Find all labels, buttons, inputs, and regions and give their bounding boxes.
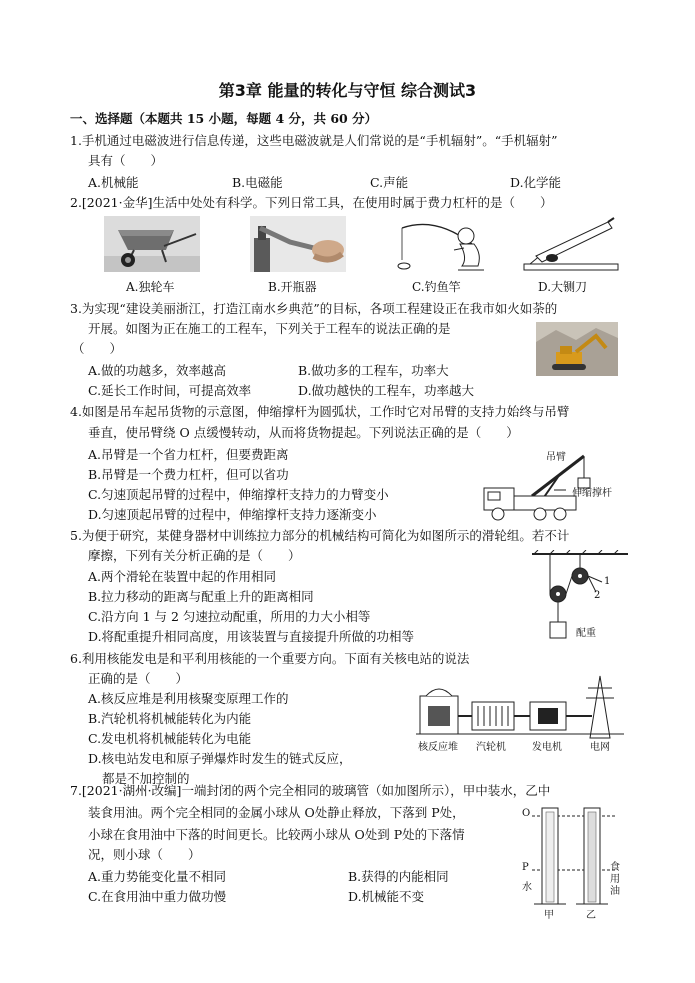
q1-option-d: D.化学能: [510, 175, 562, 190]
q6-option-d2: 都是不加控制的: [102, 771, 190, 786]
q6-stem-line2: 正确的是（ ）: [88, 671, 189, 686]
paper-cutter-picture: [522, 214, 622, 274]
q6-stem-line1: 6.利用核能发电是和平利用核能的一个重要方向。下面有关核电站的说法: [70, 651, 470, 666]
section-heading: 一、选择题（本题共 15 小题，每题 4 分，共 60 分）: [70, 111, 378, 126]
q2-stem: 2.[2021·金华]生活中处处有科学。下列日常工具，在使用时属于费力杠杆的是（ ）: [70, 195, 553, 210]
q3-option-b: B.做功多的工程车，功率大: [298, 363, 449, 378]
q4-option-d: D.匀速顶起吊臂的过程中，伸缩撑杆支持力逐渐变小: [88, 507, 377, 522]
q3-option-d: D.做功越快的工程车，功率越大: [298, 383, 475, 398]
q3-stem-line2: 开展。如图为正在施工的工程车，下列关于工程车的说法正确的是: [88, 321, 451, 336]
q6-option-c: C.发电机将机械能转化为电能: [88, 731, 252, 746]
wheelbarrow-picture: [104, 216, 200, 272]
q5-option-c: C.沿方向 1 与 2 匀速拉动配重，所用的力大小相等: [88, 609, 371, 624]
tube-point-O: O: [522, 808, 531, 819]
q7-option-c: C.在食用油中重力做功慢: [88, 889, 227, 904]
power-plant-picture: [414, 672, 628, 752]
q1-option-a: A.机械能: [88, 175, 139, 190]
q6-option-d1: D.核电站发电和原子弹爆炸时发生的链式反应，: [88, 751, 352, 766]
pulley-direction-2: 2: [594, 590, 601, 601]
page-title: 第3章 能量的转化与守恒 综合测试3: [218, 81, 477, 100]
glass-tubes-picture: [520, 804, 630, 920]
q3-option-c: C.延长工作时间，可提高效率: [88, 383, 252, 398]
q5-stem-line2: 摩擦，下列有关分析正确的是（ ）: [88, 548, 301, 563]
tube-water-label: 水: [522, 882, 532, 893]
q4-option-b: B.吊臂是一个费力杠杆，但可以省功: [88, 467, 289, 482]
pulley-direction-1: 1: [604, 576, 611, 587]
tube-yi-label: 乙: [586, 910, 596, 921]
q7-stem-line4: 况，则小球（ ）: [88, 847, 201, 862]
q4-stem-line2: 垂直，使吊臂绕 O 点缓慢转动，从而将货物提起。下列说法正确的是（ ）: [88, 425, 519, 440]
q1-option-b: B.电磁能: [232, 175, 283, 190]
q7-stem-line3: 小球在食用油中下落的时间更长。比较两小球从 O处到 P处的下落情: [88, 827, 465, 842]
q4-option-c: C.匀速顶起吊臂的过程中，伸缩撑杆支持力的力臂变小: [88, 487, 389, 502]
q7-option-d: D.机械能不变: [348, 889, 425, 904]
power-plant-turbine-label: 汽轮机: [476, 742, 506, 753]
tube-oil-label: 食用油: [610, 862, 620, 897]
power-plant-grid-label: 电网: [590, 742, 610, 753]
q6-option-a: A.核反应堆是利用核聚变原理工作的: [88, 691, 289, 706]
crane-strut-label: 伸缩撑杆: [572, 488, 612, 499]
q2-option-c: C.钓鱼竿: [412, 280, 461, 294]
q5-option-b: B.拉力移动的距离与配重上升的距离相同: [88, 589, 314, 604]
q7-stem-line1: 7.[2021·湖州·改编]一端封闭的两个完全相同的玻璃管（如加图所示），甲中装水，乙中: [70, 783, 551, 798]
q5-option-a: A.两个滑轮在装置中起的作用相同: [88, 569, 277, 584]
q2-option-d: D.大铡刀: [538, 280, 588, 294]
power-plant-generator-label: 发电机: [532, 742, 562, 753]
q6-option-b: B.汽轮机将机械能转化为内能: [88, 711, 252, 726]
q1-stem-line2: 具有（ ）: [88, 153, 164, 168]
q7-option-b: B.获得的内能相同: [348, 869, 449, 884]
excavator-picture: [536, 322, 618, 376]
pulley-picture: [530, 550, 630, 650]
q5-option-d: D.将配重提升相同高度，用该装置与直接提升所做的功相等: [88, 629, 415, 644]
crane-picture: [480, 440, 622, 524]
fishing-rod-picture: [396, 214, 496, 274]
q1-stem-line1: 1.手机通过电磁波进行信息传递，这些电磁波就是人们常说的是“手机辐射”。“手机辐射”: [70, 133, 558, 148]
q4-option-a: A.吊臂是一个省力杠杆，但要费距离: [88, 447, 289, 462]
bottle-opener-picture: [250, 216, 346, 272]
q5-stem-line1: 5.为便于研究，某健身器材中训练拉力部分的机械结构可简化为如图所示的滑轮组。若不计: [70, 528, 570, 543]
q3-stem-line3: （ ）: [72, 341, 123, 356]
power-plant-reactor-label: 核反应堆: [418, 742, 458, 753]
q1-option-c: C.声能: [370, 175, 409, 190]
q2-option-a: A.独轮车: [126, 280, 175, 294]
tube-point-P: P: [522, 862, 529, 873]
q7-stem-line2: 装食用油。两个完全相同的金属小球从 O处静止释放，下落到 P处，: [88, 805, 465, 820]
crane-boom-label: 吊臂: [546, 452, 566, 463]
q2-option-b: B.开瓶器: [268, 280, 317, 294]
pulley-weight-label: 配重: [576, 628, 596, 639]
tube-jia-label: 甲: [544, 910, 554, 921]
q3-stem-line1: 3.为实现“建设美丽浙江，打造江南水乡典范”的目标，各项工程建设正在我市如火如荼的: [70, 301, 558, 316]
q3-option-a: A.做的功越多，效率越高: [88, 363, 227, 378]
q4-stem-line1: 4.如图是吊车起吊货物的示意图，伸缩撑杆为圆弧状，工作时它对吊臂的支持力始终与吊臂: [70, 404, 570, 419]
q7-option-a: A.重力势能变化量不相同: [88, 869, 227, 884]
